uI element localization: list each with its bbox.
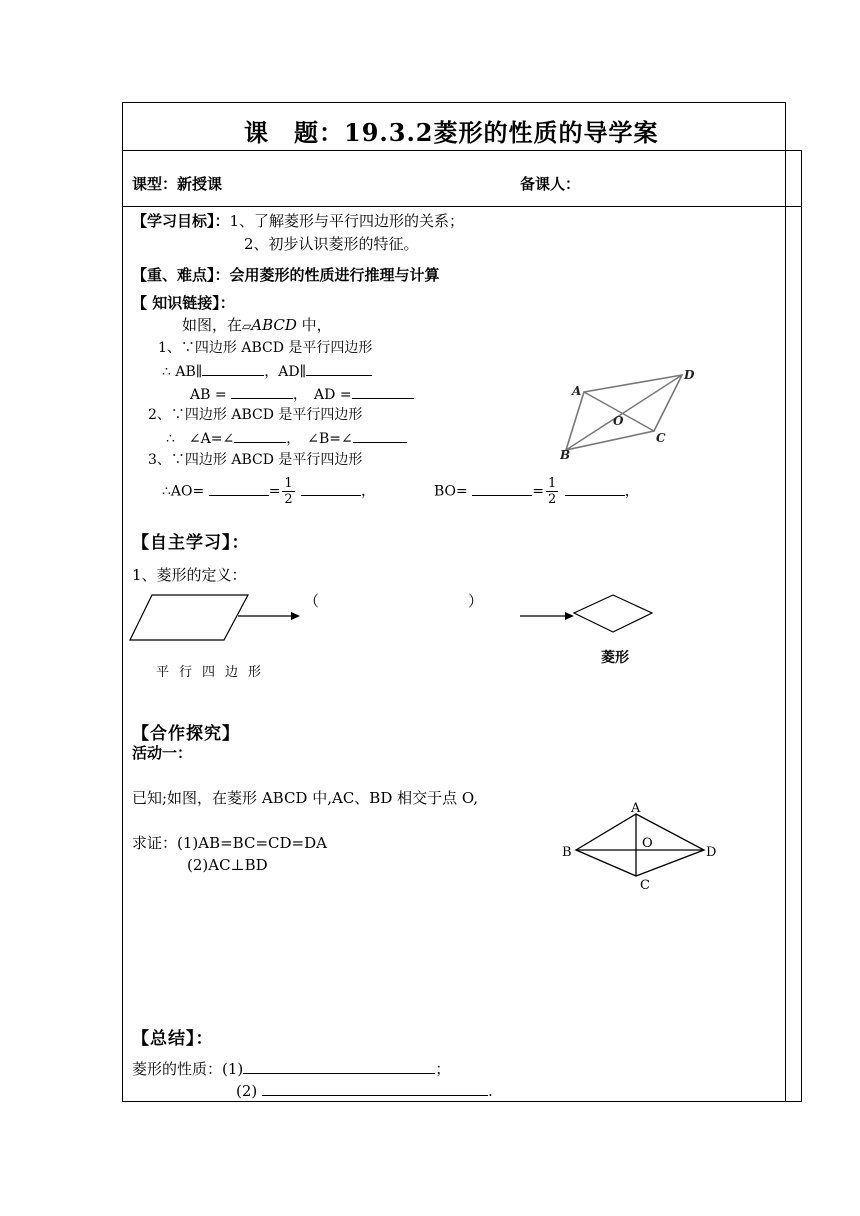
- rhombus-caption: 菱形: [601, 650, 629, 666]
- fraction-numerator: 1: [547, 476, 557, 491]
- paren-open: （: [304, 592, 320, 610]
- knowledge-label: 【 知识链接】：: [132, 294, 235, 312]
- blank-ad-parallel[interactable]: [306, 361, 372, 376]
- rhombus-shape: [574, 595, 652, 632]
- prove-2: (2)AC⊥BD: [187, 856, 268, 874]
- definition-diagram: [128, 590, 668, 646]
- q3a-comma: ，: [361, 483, 376, 500]
- fraction-denominator: 2: [547, 492, 557, 507]
- q1b-part1: AB =: [190, 387, 232, 403]
- paren-close: ）: [468, 592, 484, 610]
- q2a-part2: ， ∠B=∠: [286, 431, 353, 447]
- prove-label: 求证：: [132, 834, 178, 852]
- self-study-item1: 1、菱形的定义：: [132, 566, 247, 584]
- props-label: 菱形的性质：: [132, 1060, 223, 1078]
- title-text: 19.3.2菱形的性质的导学案: [344, 118, 659, 147]
- rhombus-figure: [558, 800, 728, 896]
- blank-property-1[interactable]: [243, 1059, 435, 1074]
- vertex-label-d: D: [684, 368, 695, 382]
- blank-property-2[interactable]: [262, 1081, 488, 1096]
- knowledge-q1b: [190, 384, 414, 404]
- intro-suffix: 中，: [296, 316, 332, 334]
- frame-meta-bottom: [122, 206, 802, 207]
- arrow-head-2: [565, 612, 574, 620]
- preparer-label: 备课人：: [520, 175, 581, 193]
- frame-bottom: [122, 1101, 802, 1102]
- key-points: 【重、难点】：会用菱形的性质进行推理与计算: [132, 266, 440, 284]
- vertex-label-c: C: [656, 431, 666, 445]
- frame-inner-right: [785, 150, 786, 1102]
- knowledge-intro: [182, 316, 332, 335]
- fraction-denominator: 2: [284, 492, 293, 507]
- explore-label: 【合作探究】: [132, 724, 240, 744]
- lesson-type: 课型：新授课: [132, 175, 223, 193]
- knowledge-q3: 3、∵四边形 ABCD 是平行四边形: [148, 452, 363, 468]
- blank-ab-equal[interactable]: [231, 384, 293, 399]
- knowledge-q1: 1、∵四边形 ABCD 是平行四边形: [158, 340, 373, 356]
- vertex-label-d: D: [706, 845, 717, 860]
- vertex-label-a: A: [572, 384, 582, 398]
- frame-top: [122, 102, 786, 103]
- objective-2: 2、初步认识菱形的特征。: [244, 235, 419, 253]
- parallelogram-symbol: ▱: [242, 319, 252, 333]
- objective-1: 1、了解菱形与平行四边形的关系；: [229, 212, 465, 230]
- knowledge-q3a: [162, 476, 375, 507]
- q1a-part1: ∴ AB∥: [162, 364, 203, 380]
- frame-title-bottom: [122, 150, 802, 151]
- title-label: 课 题：: [244, 118, 344, 147]
- blank-bo-1[interactable]: [472, 481, 532, 496]
- intro-name: ABCD: [251, 316, 297, 334]
- given-text: 已知;如图，在菱形 ABCD 中,AC、BD 相交于点 O,: [132, 789, 479, 807]
- fraction-half-bo: [546, 476, 558, 507]
- vertex-label-o: O: [642, 836, 653, 851]
- summary-label: 【总结】：: [132, 1029, 214, 1049]
- vertex-label-b: B: [562, 845, 572, 860]
- blank-ao-1[interactable]: [209, 481, 269, 496]
- q1b-part2: ， AD =: [293, 387, 352, 403]
- parallelogram-shape: [130, 595, 248, 640]
- vertex-label-b: B: [560, 448, 571, 462]
- blank-angle-b[interactable]: [353, 428, 407, 443]
- knowledge-q1a: [162, 361, 372, 381]
- page-title: [244, 113, 659, 148]
- parallelogram-caption: 平行四边形: [156, 665, 272, 680]
- prop2-index: (2): [236, 1082, 258, 1100]
- q3b-comma: ，: [624, 483, 639, 500]
- fraction-half-ao: [282, 476, 294, 507]
- knowledge-q2a: [166, 428, 407, 448]
- prove-1: (1)AB=BC=CD=DA: [177, 834, 327, 852]
- blank-angle-a[interactable]: [234, 428, 286, 443]
- intro-prefix: 如图，在: [182, 316, 243, 334]
- prove-line1: [132, 834, 327, 852]
- q3a-label: ∴AO=: [162, 483, 205, 500]
- frame-right-upper: [785, 102, 786, 150]
- blank-bo-2[interactable]: [565, 481, 625, 496]
- vertex-label-a: A: [631, 801, 641, 816]
- summary-prop1: [132, 1059, 450, 1078]
- blank-ad-equal[interactable]: [352, 384, 414, 399]
- prop2-end: .: [488, 1082, 493, 1100]
- prop1-index: (1): [222, 1060, 244, 1078]
- rhombus-abcd: [576, 814, 704, 876]
- blank-ao-2[interactable]: [301, 481, 361, 496]
- arrow-head-1: [291, 612, 300, 620]
- activity-label: 活动一：: [132, 744, 193, 762]
- objectives-label: 【学习目标】：: [132, 212, 230, 230]
- vertex-label-c: C: [640, 878, 650, 893]
- frame-left: [122, 102, 123, 1102]
- frame-right-lower: [801, 150, 802, 1102]
- self-study-label: 【自主学习】：: [132, 533, 250, 553]
- parallelogram-figure: [560, 362, 710, 462]
- prop1-end: ；: [435, 1060, 451, 1078]
- q3b-label: BO=: [434, 483, 468, 500]
- summary-prop2: [236, 1081, 493, 1100]
- q3a-equals: =: [268, 483, 281, 500]
- q1a-part2: ，AD∥: [264, 364, 307, 380]
- q3b-equals: =: [532, 483, 544, 500]
- knowledge-q2: 2、∵四边形 ABCD 是平行四边形: [148, 407, 363, 423]
- knowledge-q3b: [434, 476, 639, 507]
- fraction-numerator: 1: [284, 476, 293, 491]
- objectives-line1: [132, 212, 464, 230]
- vertex-label-o: O: [613, 414, 624, 428]
- q2a-part1: ∴ ∠A=∠: [166, 431, 235, 447]
- blank-ab-parallel[interactable]: [202, 361, 264, 376]
